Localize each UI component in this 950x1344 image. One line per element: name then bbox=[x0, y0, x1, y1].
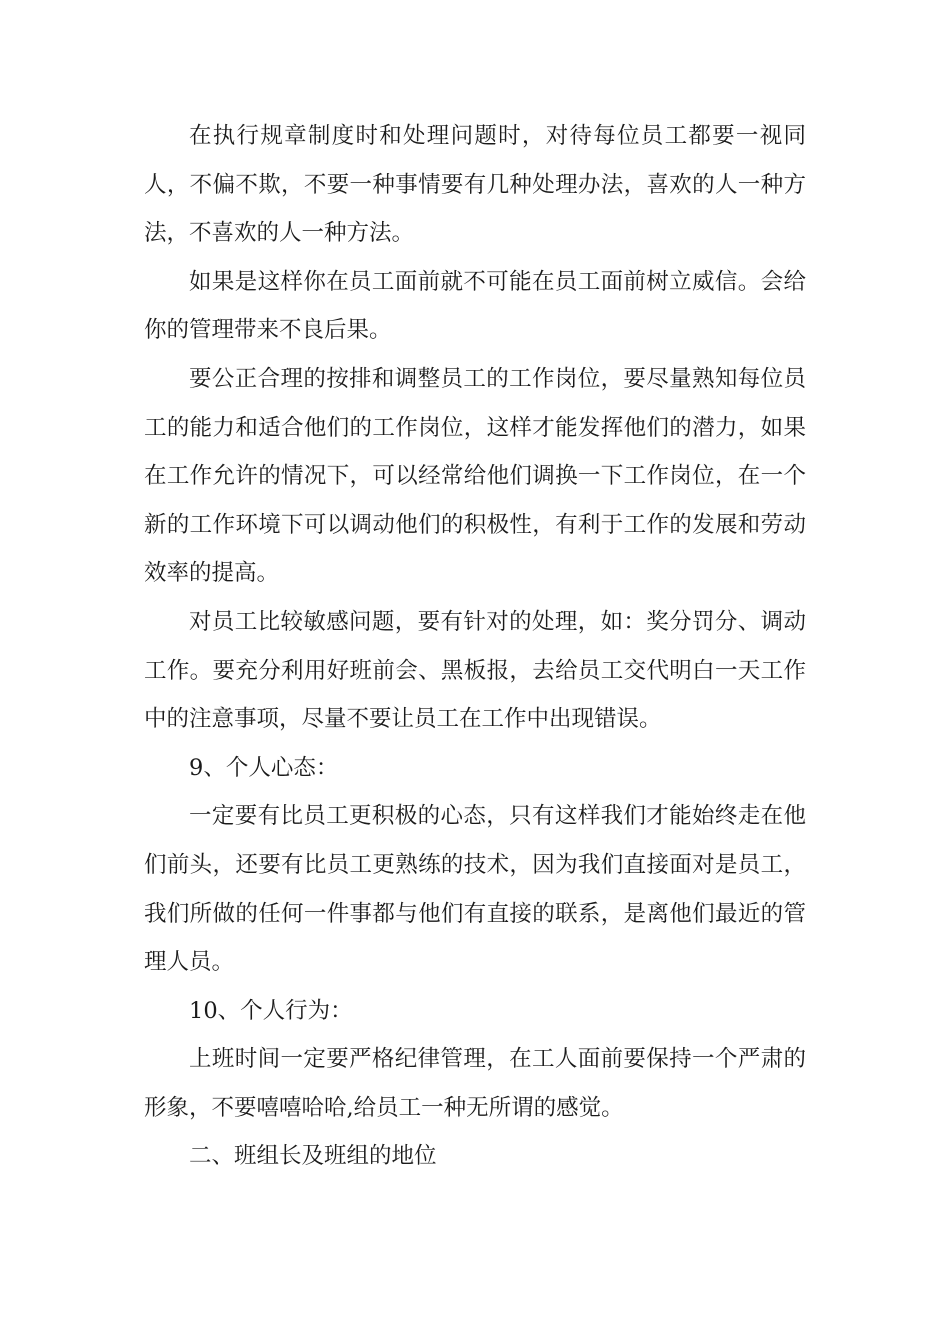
paragraph-authority: 如果是这样你在员工面前就不可能在员工面前树立威信。会给你的管理带来不良后果。 bbox=[144, 268, 806, 344]
heading-personal-behavior: 10、个人行为： bbox=[189, 997, 353, 1024]
heading-section-two: 二、班组长及班组的地位 bbox=[189, 1143, 437, 1170]
paragraph-job-assignment: 要公正合理的按排和调整员工的工作岗位，要尽量熟知每位员工的能力和适合他们的工作岗位，这样才能发挥他们的潜力，如果在工作允许的情况下，可以经常给他们调换一下工作岗位，在一个新的工作环境下可以调动他们的积极性，有利于工作的发展和劳动效率的提高。 bbox=[144, 365, 806, 587]
paragraph-sensitive-issues: 对员工比较敏感问题，要有针对的处理，如：奖分罚分、调动工作。要充分利用好班前会、黑板报，去给员工交代明白一天工作中的注意事项，尽量不要让员工在工作中出现错误。 bbox=[144, 608, 806, 733]
document-body bbox=[144, 112, 806, 1181]
heading-personal-attitude: 9、个人心态： bbox=[189, 754, 339, 781]
paragraph-behavior: 上班时间一定要严格纪律管理，在工人面前要保持一个严肃的形象，不要嘻嘻哈哈,给员工一种无所谓的感觉。 bbox=[144, 1046, 806, 1121]
paragraph-attitude: 一定要有比员工更积极的心态，只有这样我们才能始终走在他们前头，还要有比员工更熟练的技术，因为我们直接面对是员工，我们所做的任何一件事都与他们有直接的联系，是离他们最近的管理人员。 bbox=[144, 803, 806, 976]
paragraph-fair-treatment: 在执行规章制度时和处理问题时，对待每位员工都要一视同人，不偏不欺，不要一种事情要有几种处理办法，喜欢的人一种方法，不喜欢的人一种方法。 bbox=[144, 123, 806, 247]
